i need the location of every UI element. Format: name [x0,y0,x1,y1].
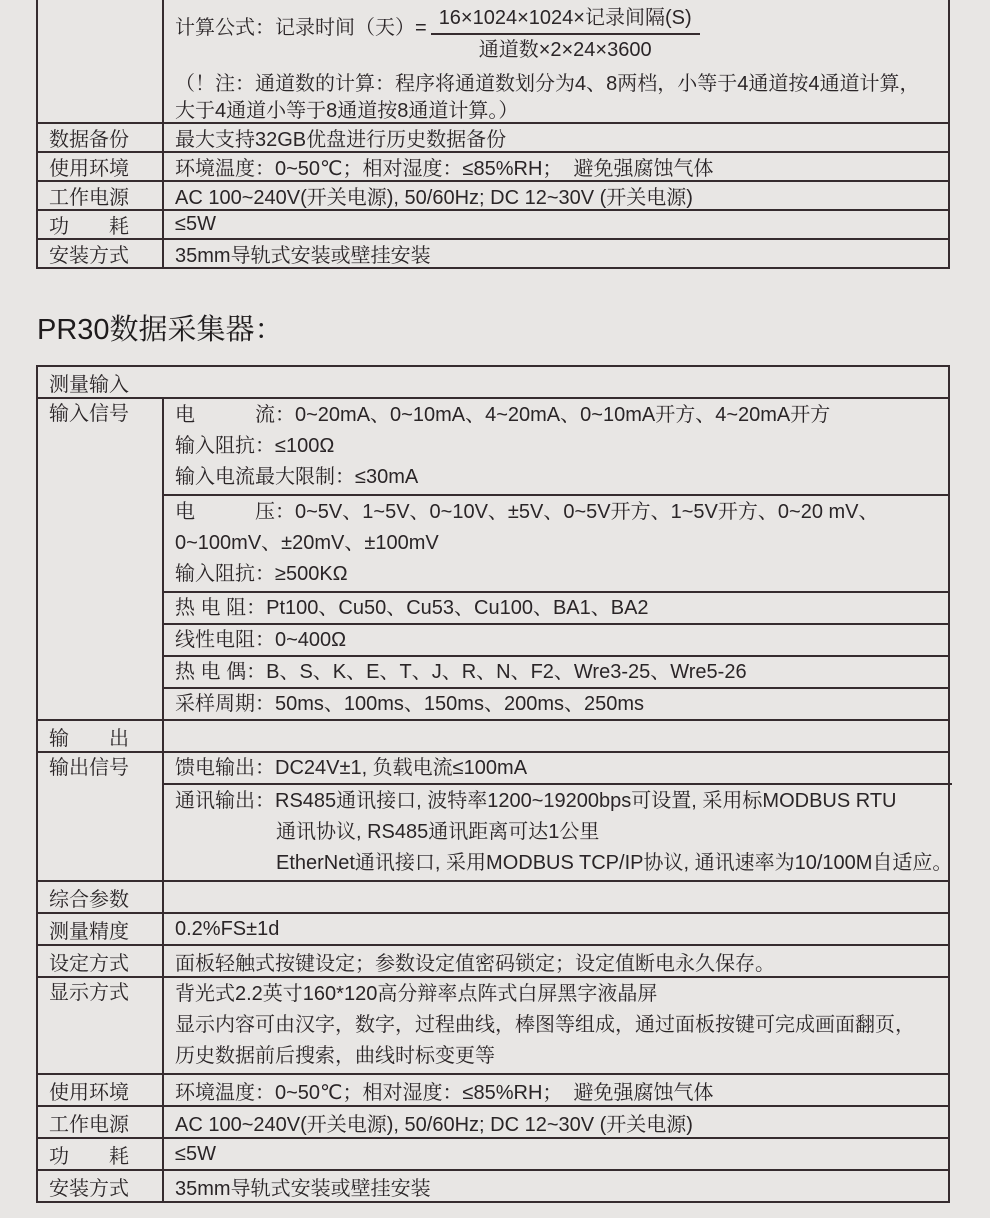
current-spec-line1: 电 流：0~20mA、0~10mA、4~20mA、0~10mA开方、4~20mA开方 [175,404,831,426]
table-row-power [38,1105,948,1137]
value-environment: 环境温度：0~50℃；相对湿度：≤85%RH； 避免强腐蚀气体 [175,158,714,180]
table-row-display-mode [38,976,948,1073]
comm-output-line1: 通讯输出：RS485通讯接口, 波特率1200~19200bps可设置, 采用标MODBUS RTU [175,790,897,812]
label-environment: 使用环境 [38,1075,164,1105]
value-environment: 环境温度：0~50℃；相对湿度：≤85%RH； 避免强腐蚀气体 [175,1081,714,1104]
voltage-spec-line2: 0~100mV、±20mV、±100mV [175,532,439,554]
formula-note [175,71,948,122]
value-general-params-empty [164,882,948,912]
sampling-period-spec: 采样周期：50ms、100ms、150ms、200ms、250ms [175,693,645,715]
display-spec-line3: 历史数据前后搜索，曲线时标变更等 [175,1045,495,1067]
record-time-formula [175,6,948,62]
label-power: 工作电源 [38,1107,164,1137]
table-row-consumption [38,209,948,238]
section-row-general-params [38,880,948,912]
formula-note-line2: 大于4通道小等于8通道按8通道计算。） [175,100,519,122]
storage-spec-table [36,0,950,269]
comm-output-line2: 通讯协议, RS485通讯距离可达1公里 [276,821,600,843]
formula-cell [164,0,948,122]
sampling-period-cell [164,687,948,719]
fraction-denominator: 通道数×2×24×3600 [478,39,652,61]
label-environment: 使用环境 [38,153,164,180]
table-row-data-backup [38,122,948,151]
feed-output-spec: 馈电输出：DC24V±1, 负载电流≤100mA [175,757,528,779]
value-mounting: 35mm导轨式安装或壁挂安装 [175,1177,431,1200]
formula-prefix: 计算公式：记录时间（天）= [175,17,427,39]
rtd-spec-cell [164,591,948,623]
pr30-spec-table [36,365,953,1203]
feed-output-cell [164,753,952,783]
output-signal-specs [164,753,952,880]
section-row-measurement-input [38,367,948,397]
table-row-environment [38,151,948,180]
label-data-backup: 数据备份 [38,124,164,151]
display-spec-line1: 背光式2.2英寸160*120高分辩率点阵式白屏黑字液晶屏 [175,983,658,1005]
value-setting-mode: 面板轻触式按键设定；参数设定值密码锁定；设定值断电永久保存。 [175,952,775,975]
formula-row [38,0,948,122]
display-mode-specs [164,978,948,1073]
current-spec-cell [164,399,948,494]
table-row-consumption [38,1137,948,1169]
comm-output-line3: EtherNet通讯接口, 采用MODBUS TCP/IP协议, 通讯速率为10/100M自适应。 [276,852,953,874]
value-power: AC 100~240V(开关电源), 50/60Hz; DC 12~30V (开关电源) [175,1113,693,1136]
formula-note-line1: （！注：通道数的计算：程序将通道数划分为4、8两档，小等于4通道按4通道计算， [175,73,920,95]
linear-resistance-cell [164,623,948,655]
section-row-output [38,719,948,751]
table-row-setting-mode [38,944,948,976]
comm-output-cell [164,783,952,880]
rtd-spec: 热 电 阻：Pt100、Cu50、Cu53、Cu100、BA1、BA2 [175,597,649,619]
current-spec-line3: 输入电流最大限制：≤30mA [175,466,419,488]
label-display-mode: 显示方式 [38,978,164,1073]
value-data-backup: 最大支持32GB优盘进行历史数据备份 [175,129,507,151]
value-power: AC 100~240V(开关电源), 50/60Hz; DC 12~30V (开关电源) [175,187,693,209]
value-output-empty [164,721,948,751]
label-output-section: 输 出 [38,721,164,751]
current-spec-line2: 输入阻抗：≤100Ω [175,435,335,457]
table-row-power [38,180,948,209]
voltage-spec-cell [164,494,948,591]
formula-row-label-empty [38,0,164,122]
label-consumption: 功 耗 [38,211,164,238]
value-consumption: ≤5W [175,1142,216,1165]
fraction [431,6,700,62]
voltage-spec-line1: 电 压：0~5V、1~5V、0~10V、±5V、0~5V开方、1~5V开方、0~20 mV、 [175,501,879,523]
label-output-signal: 输出信号 [38,753,164,880]
table-row-mounting [38,238,948,267]
label-accuracy: 测量精度 [38,914,164,944]
label-general-params: 综合参数 [38,882,164,912]
fraction-numerator: 16×1024×1024×记录间隔(S) [431,6,700,35]
label-consumption: 功 耗 [38,1139,164,1169]
display-spec-line2: 显示内容可由汉字，数字，过程曲线，棒图等组成，通过面板按键可完成画面翻页， [175,1014,915,1036]
label-setting-mode: 设定方式 [38,946,164,976]
value-consumption: ≤5W [175,213,216,235]
section-measurement-input: 测量输入 [49,373,129,396]
thermocouple-spec: 热 电 偶：B、S、K、E、T、J、R、N、F2、Wre3-25、Wre5-26 [175,661,747,683]
thermocouple-cell [164,655,948,687]
table-row-mounting [38,1169,948,1201]
label-mounting: 安装方式 [38,240,164,267]
table-row-environment [38,1073,948,1105]
table-row-accuracy [38,912,948,944]
table-row-output-signal [38,751,953,880]
label-input-signal: 输入信号 [38,399,164,719]
value-mounting: 35mm导轨式安装或壁挂安装 [175,245,431,267]
table-row-input-signal [38,397,948,719]
linear-resistance-spec: 线性电阻：0~400Ω [175,629,347,651]
value-accuracy: 0.2%FS±1d [175,917,280,940]
pr30-section-heading: PR30数据采集器： [37,314,284,346]
voltage-spec-line3: 输入阻抗：≥500KΩ [175,563,348,585]
input-signal-specs [164,399,948,719]
label-mounting: 安装方式 [38,1171,164,1201]
label-power: 工作电源 [38,182,164,209]
